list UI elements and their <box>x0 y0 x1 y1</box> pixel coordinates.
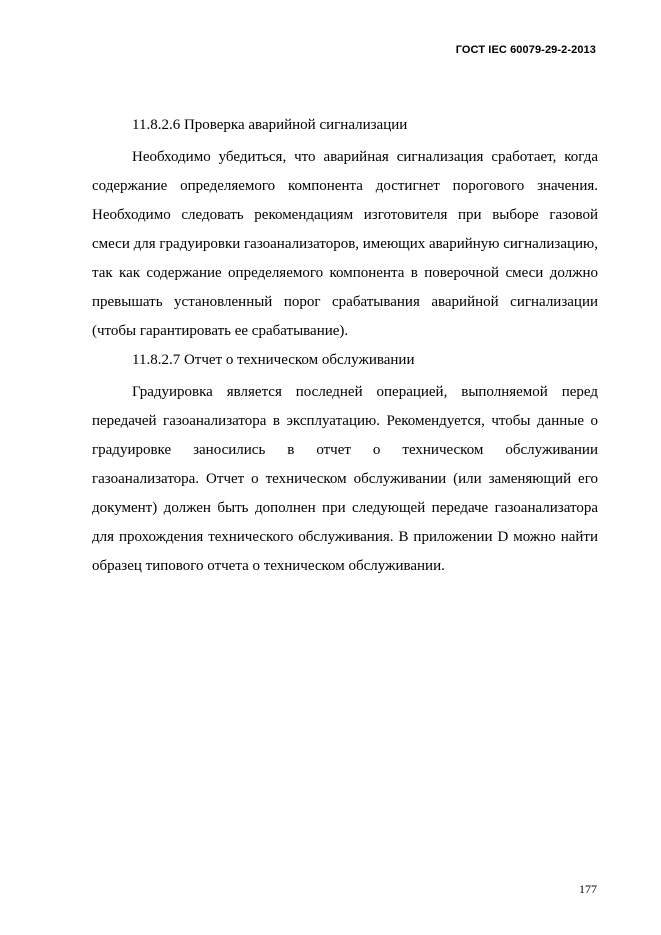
section-body: Необходимо убедиться, что аварийная сигнализация сработает, когда содержание определяемого компонента достигнет порогового значения. Необходимо следовать рекомендациям изготовителя при выборе газовой смеси для градуировки газоанализаторов, имеющих аварийную сигнализацию, так как содержание определяемого компонента в поверочной смеси должно превышать установленный порог срабатывания аварийной сигнализации (чтобы гарантировать ее срабатывание). <box>92 149 598 339</box>
section-title: 11.8.2.6 Проверка аварийной сигнализации <box>132 117 408 133</box>
document-code-header: ГОСТ IEC 60079-29-2-2013 <box>455 44 596 56</box>
section-body: Градуировка является последней операцией, выполняемой перед передачей газоанализатора в эксплуатацию. Рекомендуется, чтобы данные о градуировке заносились в отчет о техническом обслуживании газоанализатора. Отчет о техническом обслуживании (или заменяющий его документ) должен быть дополнен при следующей передаче газоанализатора для прохождения технического обслуживания. В приложении D можно найти образец типового отчета о техническом обслуживании. <box>92 384 598 574</box>
page-number: 177 <box>579 882 597 896</box>
section-title: 11.8.2.7 Отчет о техническом обслуживании <box>132 352 415 368</box>
section-alarm-check <box>92 115 598 346</box>
section-maintenance-report <box>92 350 598 581</box>
